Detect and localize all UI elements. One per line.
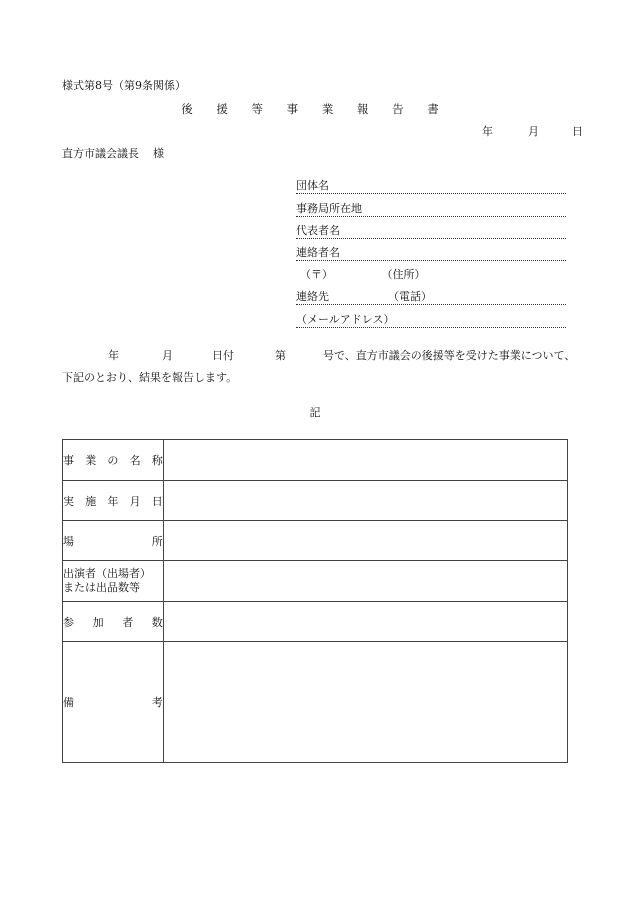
label-char: 事 (63, 454, 74, 467)
label-char: 場 (63, 534, 74, 548)
row-label (63, 481, 164, 521)
remarks-label (63, 694, 163, 710)
date-day-label: 日 (572, 125, 583, 138)
label-char: 施 (85, 494, 97, 508)
table-row (63, 481, 568, 521)
label-char: 日 (151, 494, 163, 508)
statement-text: 号で、直方市議会の後援等を受けた事業について、 (323, 349, 576, 362)
table-row (63, 521, 568, 561)
representative-label: 代表者名 (296, 224, 340, 237)
label-char: 実 (63, 494, 74, 508)
row-label (63, 521, 164, 561)
ref-year-label: 年 (108, 349, 119, 362)
venue-value[interactable] (163, 521, 567, 561)
table-row (63, 602, 568, 642)
representative-field[interactable] (296, 222, 566, 239)
label-char: 加 (92, 615, 104, 629)
form-number: 様式第8号（第9条関係） (62, 79, 186, 92)
ref-month-label: 月 (162, 349, 173, 362)
event-name-label (63, 452, 163, 468)
performers-label-line1: 出演者（出場者） (63, 566, 151, 580)
contact-address-line (300, 269, 426, 280)
email-label: （メールアドレス） (296, 313, 395, 326)
performers-label-line2: または出品数等 (63, 581, 140, 594)
submission-date (482, 126, 583, 137)
addressee (62, 148, 164, 159)
label-char: 者 (122, 615, 134, 629)
performers-value[interactable] (163, 561, 567, 602)
ref-number-prefix: 第 (275, 349, 286, 362)
org-name-label: 団体名 (296, 179, 329, 192)
label-char: 数 (151, 615, 163, 629)
contact-person-field[interactable] (296, 244, 566, 261)
row-label (63, 602, 164, 642)
office-address-label: 事務局所在地 (296, 202, 362, 215)
label-char: 所 (151, 534, 163, 548)
ref-day-label: 日付 (212, 349, 234, 362)
contact-phone-field[interactable] (296, 288, 566, 305)
row-label (63, 561, 164, 602)
event-date-value[interactable] (163, 481, 567, 521)
label-char: 名 (129, 454, 141, 467)
participants-value[interactable] (163, 602, 567, 642)
label-char: 月 (129, 494, 141, 508)
date-year-label: 年 (482, 125, 493, 138)
table-row (63, 642, 568, 763)
contact-person-label: 連絡者名 (296, 246, 340, 259)
phone-label: （電話） (388, 290, 432, 303)
remarks-value[interactable] (163, 642, 567, 763)
label-char: 称 (151, 454, 163, 467)
label-char: 年 (107, 494, 119, 508)
participants-label (63, 614, 163, 630)
date-month-label: 月 (528, 125, 539, 138)
row-label (63, 642, 164, 763)
table-row (63, 440, 568, 481)
label-char: 備 (63, 696, 74, 709)
label-char: 考 (151, 696, 163, 709)
postal-code-label: （〒） (300, 268, 333, 281)
label-char: 参 (63, 615, 74, 629)
row-label (63, 440, 164, 481)
label-char: 業 (85, 454, 97, 467)
event-name-value[interactable] (163, 440, 567, 481)
label-char: の (107, 454, 119, 467)
report-statement-line1 (108, 350, 575, 361)
addressee-name: 直方市議会議長 (62, 147, 139, 160)
office-address-field[interactable] (296, 200, 566, 217)
ki-heading: 記 (309, 406, 321, 419)
event-date-label (63, 493, 163, 509)
document-title: 後 援 等 事 業 報 告 書 (181, 102, 449, 116)
honorific: 様 (153, 147, 164, 160)
email-field[interactable] (296, 311, 566, 328)
report-statement-line2: 下記のとおり、結果を報告します。 (62, 371, 238, 384)
org-name-field[interactable] (296, 177, 566, 194)
report-table (62, 439, 568, 763)
table-row (63, 561, 568, 602)
venue-label (63, 533, 163, 549)
contact-label: 連絡先 (296, 290, 329, 303)
address-label: （住所） (387, 268, 426, 281)
